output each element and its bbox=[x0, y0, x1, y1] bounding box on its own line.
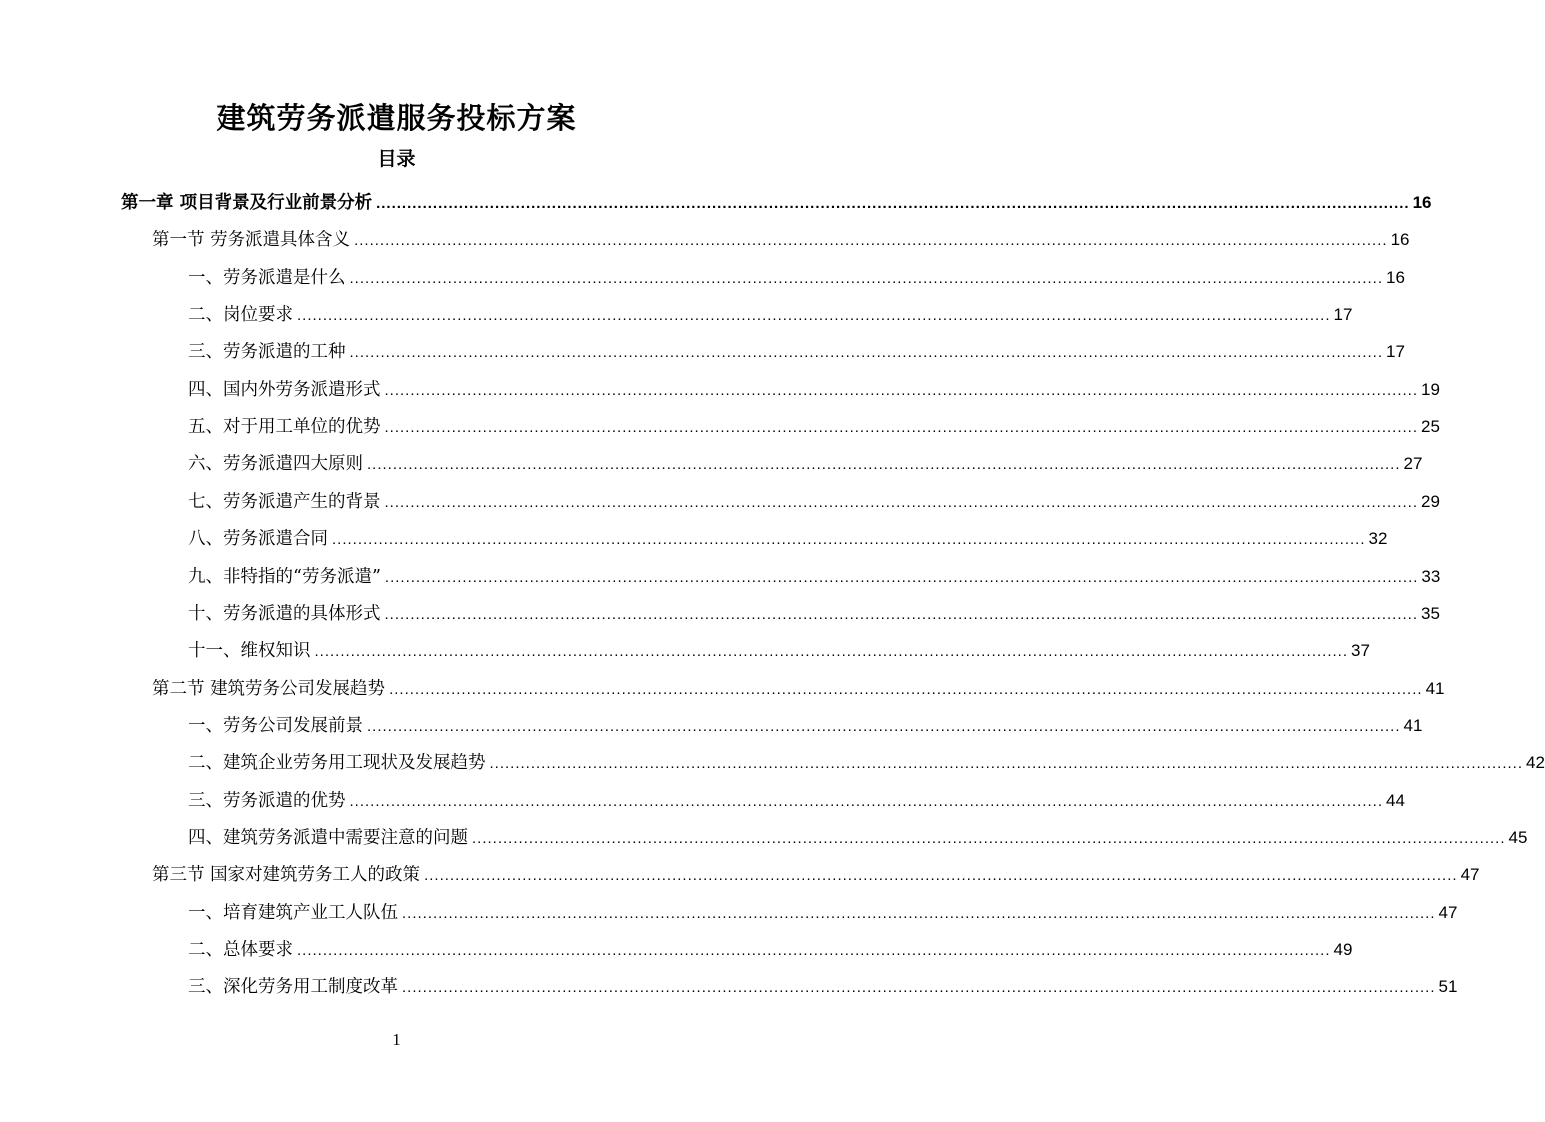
toc-entry[interactable] bbox=[121, 184, 1432, 221]
toc-entry[interactable] bbox=[188, 259, 1405, 296]
toc-leader-dots: ........................................................................................................................................................................................................ bbox=[424, 867, 1458, 885]
toc-entry-label: 三、深化劳务用工制度改革 bbox=[188, 977, 398, 998]
toc-leader-dots: ........................................................................................................................................................................................................ bbox=[349, 344, 1383, 362]
toc-leader-dots: ........................................................................................................................................................................................................ bbox=[384, 605, 1418, 623]
toc-entry-label: 十、劳务派遣的具体形式 bbox=[188, 603, 381, 624]
toc-leader-dots: ........................................................................................................................................................................................................ bbox=[349, 269, 1383, 287]
toc-entry-label: 二、建筑企业劳务用工现状及发展趋势 bbox=[188, 753, 486, 774]
toc-entry[interactable] bbox=[188, 408, 1440, 445]
toc-entry-page: 49 bbox=[1333, 940, 1353, 959]
toc-entry[interactable] bbox=[188, 894, 1458, 931]
toc-entry-page: 35 bbox=[1421, 603, 1440, 623]
toc-entry-label: 第一节 劳务派遣具体含义 bbox=[152, 230, 351, 251]
toc-entry-page: 47 bbox=[1460, 865, 1480, 885]
toc-entry[interactable] bbox=[188, 520, 1388, 557]
toc-heading: 目录 bbox=[377, 148, 416, 170]
toc-entry-label: 二、岗位要求 bbox=[188, 305, 293, 326]
toc-entry[interactable] bbox=[188, 707, 1423, 744]
toc-entry[interactable] bbox=[188, 595, 1440, 632]
toc-leader-dots: ........................................................................................................................................................................................................ bbox=[402, 904, 1436, 922]
toc-entry-page: 41 bbox=[1403, 715, 1423, 735]
toc-entry[interactable] bbox=[152, 221, 1410, 258]
toc-entry[interactable] bbox=[188, 333, 1405, 370]
toc-leader-dots: ........................................................................................................................................................................................................ bbox=[376, 195, 1410, 212]
toc-entry-label: 一、劳务公司发展前景 bbox=[188, 715, 363, 736]
toc-entry-label: 八、劳务派遣合同 bbox=[188, 529, 328, 550]
toc-entry[interactable] bbox=[188, 968, 1458, 1005]
toc-entry-page: 32 bbox=[1368, 529, 1388, 549]
toc-entry[interactable] bbox=[188, 744, 1545, 781]
toc-entry-page: 47 bbox=[1438, 902, 1458, 922]
toc-entry-page: 33 bbox=[1421, 566, 1441, 586]
toc-entry[interactable] bbox=[188, 445, 1423, 482]
toc-entry-page: 51 bbox=[1438, 977, 1458, 997]
toc-entry[interactable] bbox=[188, 296, 1353, 333]
toc-entry-page: 25 bbox=[1421, 417, 1440, 437]
toc-leader-dots: ........................................................................................................................................................................................................ bbox=[402, 979, 1436, 997]
toc-leader-dots: ........................................................................................................................................................................................................ bbox=[354, 232, 1388, 250]
toc-entry[interactable] bbox=[188, 558, 1441, 595]
toc-entry[interactable] bbox=[188, 819, 1528, 856]
toc-leader-dots: ........................................................................................................................................................................................................ bbox=[367, 717, 1401, 735]
toc-entry-page: 16 bbox=[1412, 193, 1432, 212]
toc-entry-label: 七、劳务派遣产生的背景 bbox=[188, 491, 381, 512]
toc-entry[interactable] bbox=[188, 483, 1440, 520]
toc-entry-page: 17 bbox=[1386, 342, 1405, 362]
toc-entry-page: 17 bbox=[1333, 305, 1353, 325]
toc-entry-page: 27 bbox=[1403, 454, 1423, 474]
toc-entry-page: 42 bbox=[1526, 753, 1545, 773]
toc-entry-label: 九、非特指的“劳务派遣” bbox=[188, 566, 381, 587]
toc-entry-page: 37 bbox=[1351, 641, 1370, 661]
document-title: 建筑劳务派遣服务投标方案 bbox=[216, 101, 577, 135]
toc-entry[interactable] bbox=[188, 371, 1440, 408]
toc-leader-dots: ........................................................................................................................................................................................................ bbox=[314, 643, 1348, 661]
toc-leader-dots: ........................................................................................................................................................................................................ bbox=[297, 942, 1331, 959]
toc-entry-label: 四、建筑劳务派遣中需要注意的问题 bbox=[188, 827, 468, 848]
toc-leader-dots: ........................................................................................................................................................................................................ bbox=[384, 381, 1418, 399]
page-number: 1 bbox=[392, 1030, 401, 1049]
toc-leader-dots: ........................................................................................................................................................................................................ bbox=[297, 307, 1331, 325]
toc-entry-page: 45 bbox=[1508, 827, 1528, 847]
toc-entry-page: 44 bbox=[1386, 790, 1405, 810]
toc-entry-label: 第一章 项目背景及行业前景分析 bbox=[121, 193, 373, 213]
toc-leader-dots: ........................................................................................................................................................................................................ bbox=[384, 419, 1418, 437]
toc-leader-dots: ........................................................................................................................................................................................................ bbox=[349, 792, 1383, 810]
toc-leader-dots: ........................................................................................................................................................................................................ bbox=[489, 755, 1523, 773]
toc-entry-page: 29 bbox=[1421, 491, 1440, 511]
toc-leader-dots: ........................................................................................................................................................................................................ bbox=[384, 568, 1419, 586]
toc-leader-dots: ........................................................................................................................................................................................................ bbox=[332, 531, 1366, 549]
toc-entry[interactable] bbox=[152, 856, 1480, 893]
toc-entry-label: 一、培育建筑产业工人队伍 bbox=[188, 902, 398, 923]
toc-entry-label: 第二节 建筑劳务公司发展趋势 bbox=[152, 678, 386, 699]
toc-leader-dots: ........................................................................................................................................................................................................ bbox=[389, 680, 1423, 698]
toc-entry-label: 二、总体要求 bbox=[188, 940, 293, 960]
toc-leader-dots: ........................................................................................................................................................................................................ bbox=[367, 456, 1401, 474]
toc-entry-page: 16 bbox=[1386, 267, 1405, 287]
toc-entry-label: 五、对于用工单位的优势 bbox=[188, 417, 381, 438]
toc-entry-page: 41 bbox=[1425, 678, 1445, 698]
toc-entry-label: 六、劳务派遣四大原则 bbox=[188, 454, 363, 475]
toc-leader-dots: ........................................................................................................................................................................................................ bbox=[472, 829, 1506, 847]
toc-entry-label: 四、国内外劳务派遣形式 bbox=[188, 379, 381, 400]
toc-entry-page: 16 bbox=[1390, 230, 1410, 250]
toc-entry-page: 19 bbox=[1421, 379, 1440, 399]
toc-entry-label: 三、劳务派遣的工种 bbox=[188, 342, 346, 363]
toc-entry-label: 三、劳务派遣的优势 bbox=[188, 790, 346, 811]
toc-entry[interactable] bbox=[188, 632, 1370, 669]
toc-entry[interactable] bbox=[188, 931, 1353, 968]
toc-entry-label: 一、劳务派遣是什么 bbox=[188, 267, 346, 288]
toc-entry-label: 十一、维权知识 bbox=[188, 641, 311, 662]
toc-entry-label: 第三节 国家对建筑劳务工人的政策 bbox=[152, 865, 421, 886]
toc-entry[interactable] bbox=[188, 782, 1405, 819]
toc-entry[interactable] bbox=[152, 670, 1445, 707]
toc-leader-dots: ........................................................................................................................................................................................................ bbox=[384, 493, 1418, 511]
